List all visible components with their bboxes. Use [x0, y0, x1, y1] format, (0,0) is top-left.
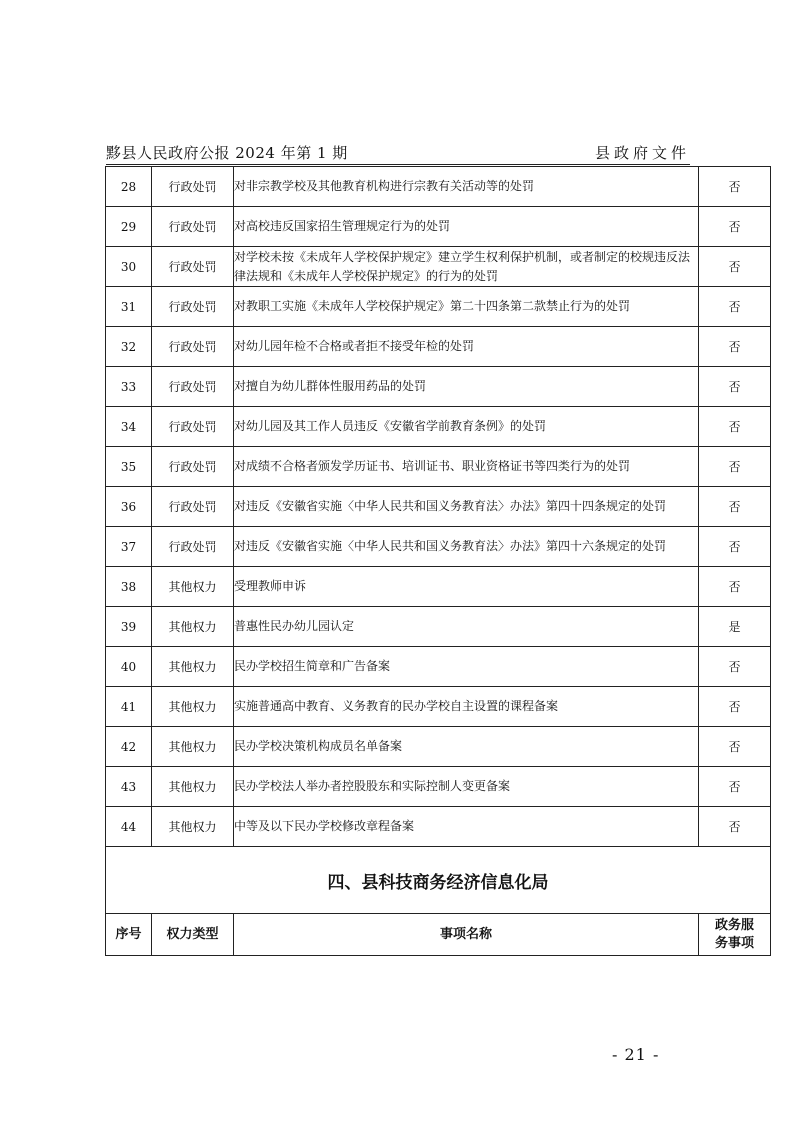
row-number: 32: [106, 327, 152, 367]
row-number: 39: [106, 607, 152, 647]
power-type: 其他权力: [152, 647, 234, 687]
item-name: 民办学校决策机构成员名单备案: [234, 727, 699, 767]
item-name: 对学校未按《未成年人学校保护规定》建立学生权利保护机制，或者制定的校规违反法律法规和《未成年人学校保护规定》的行为的处罚: [234, 247, 699, 287]
table-body: [106, 167, 771, 847]
item-name: 对违反《安徽省实施〈中华人民共和国义务教育法〉办法》第四十四条规定的处罚: [234, 487, 699, 527]
column-header-type: 权力类型: [152, 914, 234, 956]
table-row: [106, 607, 771, 647]
bulletin-title: 黟县人民政府公报 2024 年第 1 期: [106, 144, 348, 162]
power-type: 其他权力: [152, 687, 234, 727]
item-name: 对擅自为幼儿群体性服用药品的处罚: [234, 367, 699, 407]
item-name: 对幼儿园及其工作人员违反《安徽省学前教育条例》的处罚: [234, 407, 699, 447]
table-row: [106, 647, 771, 687]
item-name: 民办学校法人举办者控股股东和实际控制人变更备案: [234, 767, 699, 807]
row-number: 42: [106, 727, 152, 767]
power-type: 其他权力: [152, 807, 234, 847]
power-type: 行政处罚: [152, 487, 234, 527]
table-row: [106, 807, 771, 847]
table-row: [106, 687, 771, 727]
table-row: [106, 167, 771, 207]
table-row: [106, 527, 771, 567]
item-name: 对高校违反国家招生管理规定行为的处罚: [234, 207, 699, 247]
item-name: 实施普通高中教育、义务教育的民办学校自主设置的课程备案: [234, 687, 699, 727]
section-label: 县政府文件: [594, 144, 690, 162]
item-name: 普惠性民办幼儿园认定: [234, 607, 699, 647]
service-flag: 否: [699, 167, 771, 207]
column-header-service-line2: 务事项: [714, 935, 754, 951]
table-row: [106, 487, 771, 527]
page-header: [106, 140, 690, 165]
row-number: 31: [106, 287, 152, 327]
power-type: 其他权力: [152, 567, 234, 607]
item-name: 民办学校招生简章和广告备案: [234, 647, 699, 687]
row-number: 30: [106, 247, 152, 287]
table-row: [106, 727, 771, 767]
column-header-no: 序号: [106, 914, 152, 956]
row-number: 33: [106, 367, 152, 407]
service-flag: 否: [699, 327, 771, 367]
service-flag: 否: [699, 567, 771, 607]
power-type: 其他权力: [152, 727, 234, 767]
row-number: 36: [106, 487, 152, 527]
item-name: 对教职工实施《未成年人学校保护规定》第二十四条第二款禁止行为的处罚: [234, 287, 699, 327]
table-row: [106, 367, 771, 407]
service-flag: 否: [699, 527, 771, 567]
table-row: [106, 407, 771, 447]
row-number: 44: [106, 807, 152, 847]
column-header-service: [699, 914, 771, 956]
service-flag: 是: [699, 607, 771, 647]
service-flag: 否: [699, 687, 771, 727]
item-name: 对非宗教学校及其他教育机构进行宗教有关活动等的处罚: [234, 167, 699, 207]
service-flag: 否: [699, 367, 771, 407]
service-flag: 否: [699, 207, 771, 247]
item-name: 对成绩不合格者颁发学历证书、培训证书、职业资格证书等四类行为的处罚: [234, 447, 699, 487]
power-type: 其他权力: [152, 767, 234, 807]
row-number: 41: [106, 687, 152, 727]
table-row: [106, 567, 771, 607]
row-number: 34: [106, 407, 152, 447]
row-number: 29: [106, 207, 152, 247]
service-flag: 否: [699, 447, 771, 487]
power-type: 其他权力: [152, 607, 234, 647]
row-number: 43: [106, 767, 152, 807]
row-number: 40: [106, 647, 152, 687]
section-row: [106, 847, 771, 914]
column-header-name: 事项名称: [234, 914, 699, 956]
power-type: 行政处罚: [152, 367, 234, 407]
power-type: 行政处罚: [152, 207, 234, 247]
power-type: 行政处罚: [152, 167, 234, 207]
service-flag: 否: [699, 247, 771, 287]
row-number: 37: [106, 527, 152, 567]
service-flag: 否: [699, 287, 771, 327]
section-title: 四、县科技商务经济信息化局: [106, 847, 771, 914]
power-type: 行政处罚: [152, 447, 234, 487]
item-name: 对违反《安徽省实施〈中华人民共和国义务教育法〉办法》第四十六条规定的处罚: [234, 527, 699, 567]
service-flag: 否: [699, 407, 771, 447]
table-row: [106, 247, 771, 287]
table-row: [106, 287, 771, 327]
row-number: 28: [106, 167, 152, 207]
power-list-table: [105, 166, 771, 956]
item-name: 中等及以下民办学校修改章程备案: [234, 807, 699, 847]
item-name: 受理教师申诉: [234, 567, 699, 607]
power-type: 行政处罚: [152, 407, 234, 447]
column-header-service-line1: 政务服: [714, 917, 754, 933]
service-flag: 否: [699, 487, 771, 527]
power-type: 行政处罚: [152, 527, 234, 567]
service-flag: 否: [699, 807, 771, 847]
table-row: [106, 327, 771, 367]
power-type: 行政处罚: [152, 287, 234, 327]
page-number: - 21 -: [612, 1045, 660, 1064]
table-row: [106, 767, 771, 807]
service-flag: 否: [699, 647, 771, 687]
row-number: 38: [106, 567, 152, 607]
power-type: 行政处罚: [152, 327, 234, 367]
power-type: 行政处罚: [152, 247, 234, 287]
row-number: 35: [106, 447, 152, 487]
item-name: 对幼儿园年检不合格或者拒不接受年检的处罚: [234, 327, 699, 367]
column-header-row: [106, 914, 771, 956]
table-row: [106, 447, 771, 487]
service-flag: 否: [699, 767, 771, 807]
table-row: [106, 207, 771, 247]
service-flag: 否: [699, 727, 771, 767]
